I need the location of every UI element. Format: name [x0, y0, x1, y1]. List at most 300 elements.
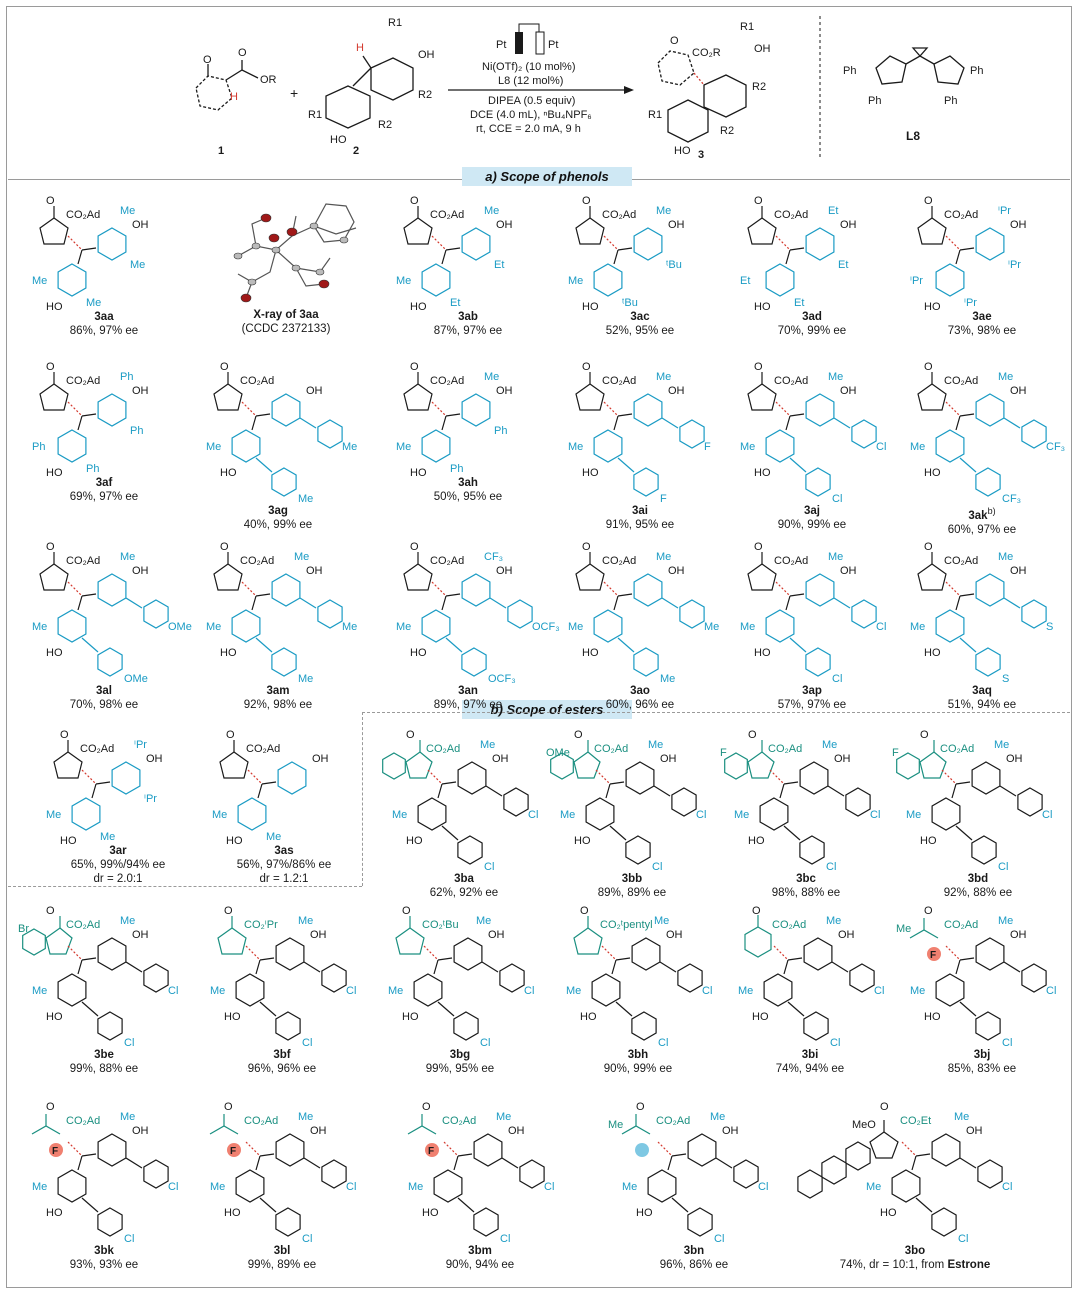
compound-3bg: [372, 898, 548, 1076]
cond-ligand: L8 (12 mol%): [498, 75, 564, 87]
ester-label: CO₂Ad: [66, 555, 101, 567]
ring-substituent: MeO: [852, 1119, 876, 1131]
right-aryl-substituent: Cl: [874, 985, 885, 997]
bottom-left-substituent: Me: [568, 621, 584, 633]
bottom-aryl-substituent: OMe: [124, 673, 148, 685]
compound-3bm: [392, 1094, 568, 1272]
oxo-label: O: [752, 905, 761, 917]
section-phenols: a) Scope of phenols: [462, 167, 632, 186]
structure-3ba: [376, 722, 552, 872]
right-aryl-substituent: Me: [704, 621, 720, 633]
bottom-ho: HO: [46, 647, 63, 659]
ester-label: CO₂Ad: [430, 555, 465, 567]
compound-3ac: [552, 188, 728, 338]
r2-r1-bot: R1: [308, 109, 323, 121]
oxo-label: O: [60, 729, 69, 741]
compound-3ad: [724, 188, 900, 338]
bottom-aryl-substituent: Me: [660, 673, 676, 685]
structure-3aq: [894, 534, 1070, 684]
yield-ee: 74%, dr = 10:1, from: [839, 1259, 948, 1271]
top-substituent: Me: [994, 739, 1010, 751]
bottom-substituent: Ph: [450, 463, 464, 475]
structure-3ai: [552, 354, 728, 504]
top-substituent: Me: [298, 915, 314, 927]
structure-3ao: [552, 534, 728, 684]
structure-3aj: [724, 354, 900, 504]
r2-ho: HO: [330, 134, 347, 146]
bottom-aryl-substituent: Cl: [830, 1037, 841, 1049]
yield-ee: 96%, 96% ee: [247, 1063, 317, 1075]
structure-3bb: [544, 722, 720, 872]
right-aryl-substituent: Cl: [876, 621, 887, 633]
right-aryl-substituent: Me: [342, 621, 358, 633]
bottom-substituent: Et: [450, 297, 461, 309]
top-substituent: Me: [120, 205, 136, 217]
bottom-left-substituent: Me: [738, 985, 754, 997]
compound-id: 3af: [95, 477, 113, 489]
oxo-label: O: [406, 729, 415, 741]
reactant-1-label: 1: [218, 145, 225, 157]
structure-3bi: [722, 898, 898, 1048]
p-r1: R1: [740, 21, 755, 33]
yield-ee: 40%, 99% ee: [243, 519, 313, 531]
bottom-aryl-substituent: CF₃: [1002, 493, 1022, 505]
bottom-left-substituent: Me: [622, 1181, 638, 1193]
bottom-left-substituent: Me: [568, 441, 584, 453]
phenol-oh: OH: [132, 929, 149, 941]
bottom-left-substituent: Me: [32, 1181, 48, 1193]
bottom-ho: HO: [220, 647, 237, 659]
bottom-left-substituent: Me: [210, 1181, 226, 1193]
compound-id: $3ak^{b)}$: [968, 506, 996, 522]
oxo-label: O: [754, 541, 763, 553]
p-oh: OH: [754, 43, 771, 55]
bottom-left-substituent: Me: [740, 441, 756, 453]
structure-3bf: [194, 898, 370, 1048]
bottom-ho: HO: [60, 835, 77, 847]
right-aryl-substituent: Cl: [1042, 809, 1053, 821]
bottom-left-substituent: Me: [866, 1181, 882, 1193]
structure-3aa: [16, 188, 192, 313]
bottom-ho: HO: [410, 467, 427, 479]
oxo-label: O: [46, 541, 55, 553]
top-substituent: ⁱPr: [134, 739, 147, 751]
bottom-aryl-substituent: Me: [298, 493, 314, 505]
yield-ee: 93%, 93% ee: [69, 1259, 139, 1271]
compound-id: 3aa: [94, 311, 114, 323]
phenol-oh: OH: [132, 565, 149, 577]
bottom-ho: HO: [410, 301, 427, 313]
phenol-oh: OH: [668, 565, 685, 577]
phenol-oh: OH: [1006, 753, 1023, 765]
ester-label: CO₂ᵗBu: [422, 919, 459, 931]
bottom-left-substituent: Me: [568, 275, 584, 287]
bottom-ho: HO: [924, 647, 941, 659]
bottom-left-substituent: Me: [910, 621, 926, 633]
ring-substituent: F: [892, 747, 899, 759]
phenol-oh: OH: [312, 753, 329, 765]
top-substituent: Ph: [120, 371, 134, 383]
r2-r1-top: R1: [388, 17, 403, 29]
yield-ee: 60%, 97% ee: [947, 523, 1017, 536]
structure-3bm: [392, 1094, 568, 1244]
yield-ee: 73%, 98% ee: [947, 325, 1017, 337]
right-substituent: Me: [130, 259, 146, 271]
r2-r2-top: R2: [418, 89, 433, 101]
phenol-oh: OH: [840, 219, 857, 231]
compound-3an: [380, 534, 560, 712]
bottom-ho: HO: [220, 467, 237, 479]
ester-label: CO₂Ad: [240, 375, 275, 387]
p-ester: CO₂R: [692, 47, 721, 59]
phenol-oh: OH: [966, 1125, 983, 1137]
bottom-ho: HO: [46, 301, 63, 313]
top-substituent: Me: [826, 915, 842, 927]
ligand-ph-1: Ph: [843, 65, 857, 77]
compound-3ab: [380, 188, 556, 338]
compound-id: 3bg: [449, 1049, 471, 1061]
bottom-left-substituent: Me: [734, 809, 750, 821]
compound-3as: [196, 722, 372, 886]
yield-ee: 90%, 94% ee: [445, 1259, 515, 1271]
bottom-aryl-substituent: Cl: [832, 493, 843, 505]
right-aryl-substituent: F: [704, 441, 711, 453]
bottom-ho: HO: [748, 835, 765, 847]
compound-id: 3as: [274, 845, 294, 857]
oxo-label: O: [46, 1101, 55, 1113]
yield-ee: 51%, 94% ee: [947, 699, 1017, 711]
compound-3ar: [30, 722, 206, 886]
bottom-aryl-substituent: Cl: [714, 1233, 725, 1245]
r2-h: H: [356, 42, 364, 54]
yield-ee: 86%, 97% ee: [69, 325, 139, 337]
structure-3ad: [724, 188, 900, 313]
phenol-oh: OH: [496, 565, 513, 577]
compound-id: 3bc: [796, 873, 816, 885]
compound-3af: [16, 354, 192, 504]
phenol-oh: OH: [496, 219, 513, 231]
ester-label: CO₂Ad: [656, 1115, 691, 1127]
structure-3bd: [890, 722, 1066, 872]
compound-3al: [16, 534, 192, 712]
compound-3am: [190, 534, 366, 712]
bottom-left-substituent: Me: [32, 275, 48, 287]
bottom-aryl-substituent: Cl: [826, 861, 837, 873]
bottom-aryl-substituent: Cl: [124, 1233, 135, 1245]
ring-substituent: Me: [608, 1119, 624, 1131]
reactant-2-label: 2: [353, 145, 360, 157]
phenol-oh: OH: [838, 929, 855, 941]
compound-id: 3bo: [904, 1245, 926, 1257]
structure-3bk: [16, 1094, 192, 1244]
oxo-label: O: [636, 1101, 645, 1113]
top-substituent: Me: [476, 915, 492, 927]
phenol-oh: OH: [306, 385, 323, 397]
yield-ee: 70%, 98% ee: [69, 699, 139, 711]
oxo-label: O: [220, 541, 229, 553]
right-substituent: ⁱPr: [144, 793, 157, 805]
compound-id: 3ar: [109, 845, 127, 857]
bottom-ho: HO: [754, 647, 771, 659]
right-substituent: Et: [838, 259, 849, 271]
compound-id: 3bn: [683, 1245, 705, 1257]
compound-id: 3bj: [973, 1049, 991, 1061]
oxo-label: O: [46, 195, 55, 207]
structure-3bj: [894, 898, 1070, 1048]
right-aryl-substituent: Cl: [544, 1181, 555, 1193]
oxo-label: O: [574, 729, 583, 741]
bottom-left-substituent: Me: [396, 441, 412, 453]
ligand-ph-2: Ph: [868, 95, 882, 107]
right-substituent: ᵗBu: [666, 259, 682, 271]
r1-or: OR: [260, 74, 277, 86]
top-substituent: Me: [998, 551, 1014, 563]
oxo-label: O: [46, 905, 55, 917]
compound-3bk: [16, 1094, 192, 1272]
bottom-ho: HO: [582, 467, 599, 479]
bottom-left-substituent: Me: [212, 809, 228, 821]
right-aryl-substituent: Cl: [528, 809, 539, 821]
top-substituent: Me: [120, 1111, 136, 1123]
oxo-label: O: [924, 195, 933, 207]
right-aryl-substituent: Cl: [168, 985, 179, 997]
bottom-ho: HO: [880, 1207, 897, 1219]
top-substituent: Me: [484, 205, 500, 217]
compound-3aa: [16, 188, 192, 338]
yield-ee: 57%, 97% ee: [777, 699, 847, 711]
bottom-aryl-substituent: Cl: [658, 1037, 669, 1049]
structure-3ab: [380, 188, 556, 313]
ester-label: CO₂Ad: [944, 919, 979, 931]
ester-label: CO₂Et: [900, 1115, 932, 1127]
r1-oxo: O: [203, 54, 212, 66]
top-substituent: Me: [294, 551, 310, 563]
ester-label: CO₂Ad: [430, 209, 465, 221]
bottom-left-substituent: Me: [910, 985, 926, 997]
bottom-substituent: Me: [266, 831, 282, 843]
bottom-left-substituent: Me: [906, 809, 922, 821]
bottom-ho: HO: [226, 835, 243, 847]
compound-id: 3bb: [621, 873, 643, 885]
phenol-oh: OH: [132, 385, 149, 397]
oxo-label: O: [754, 361, 763, 373]
bottom-left-substituent: Me: [396, 275, 412, 287]
top-substituent: ⁱPr: [998, 205, 1011, 217]
plus-sign: +: [290, 85, 299, 101]
ring-substituent: F: [720, 747, 727, 759]
ester-label: CO₂Ad: [240, 555, 275, 567]
bottom-ho: HO: [582, 301, 599, 313]
bottom-ho: HO: [924, 1011, 941, 1023]
compound-id: 3ao: [630, 685, 650, 697]
phenol-oh: OH: [488, 929, 505, 941]
bottom-aryl-substituent: Cl: [484, 861, 495, 873]
compound-3be: [16, 898, 192, 1076]
top-substituent: Me: [656, 205, 672, 217]
top-substituent: Me: [648, 739, 664, 751]
phenol-oh: OH: [496, 385, 513, 397]
structure-3al: [16, 534, 192, 684]
phenol-oh: OH: [840, 565, 857, 577]
right-aryl-substituent: Cl: [524, 985, 535, 997]
top-substituent: CF₃: [484, 551, 504, 563]
phenol-oh: OH: [492, 753, 509, 765]
bottom-aryl-substituent: Cl: [480, 1037, 491, 1049]
compound-3ap: [724, 534, 900, 712]
yield-ee: 89%, 89% ee: [597, 887, 667, 899]
ester-label: CO₂Ad: [66, 1115, 101, 1127]
bottom-left-substituent: Me: [388, 985, 404, 997]
phenol-oh: OH: [306, 565, 323, 577]
ester-label: CO₂Ad: [940, 743, 975, 755]
compound-id: 3ag: [268, 505, 288, 517]
structure-3ae: [894, 188, 1070, 313]
yield-ee: 70%, 99% ee: [777, 325, 847, 337]
yield-ee: 91%, 95% ee: [605, 519, 675, 531]
top-substituent: Me: [822, 739, 838, 751]
ester-label: CO₂Ad: [244, 1115, 279, 1127]
bottom-ho: HO: [406, 835, 423, 847]
r1-ester-o: O: [238, 47, 247, 59]
compound-id: 3ap: [802, 685, 822, 697]
bottom-ho: HO: [636, 1207, 653, 1219]
fluoro-label: F: [428, 1146, 435, 1157]
ester-label: CO₂Ad: [944, 375, 979, 387]
yield-ee: 89%, 97% ee: [433, 699, 503, 711]
top-substituent: Me: [954, 1111, 970, 1123]
yield-ee: 74%, 94% ee: [775, 1063, 845, 1075]
bottom-ho: HO: [920, 835, 937, 847]
fluoro-label: F: [52, 1146, 59, 1157]
top-substituent: Me: [710, 1111, 726, 1123]
top-substituent: Me: [298, 1111, 314, 1123]
yield-ee: 90%, 99% ee: [777, 519, 847, 531]
compound-id: 3ah: [458, 477, 478, 489]
ring-substituent: Br: [18, 923, 29, 935]
ester-label: CO₂Ad: [426, 743, 461, 755]
compound-id: 3bf: [273, 1049, 291, 1061]
product-label: 3: [698, 149, 705, 161]
oxo-label: O: [224, 1101, 233, 1113]
oxo-label: O: [410, 195, 419, 207]
right-substituent: Et: [494, 259, 505, 271]
compound-id: 3bm: [468, 1245, 492, 1257]
ester-label: CO₂Ad: [768, 743, 803, 755]
bottom-ho: HO: [224, 1207, 241, 1219]
compound-3bh: [550, 898, 726, 1076]
bottom-ho: HO: [582, 647, 599, 659]
p-r2: R2: [752, 81, 767, 93]
yield-ee: 69%, 97% ee: [69, 491, 139, 503]
bottom-substituent: Et: [794, 297, 805, 309]
ester-label: CO₂Ad: [944, 209, 979, 221]
compound-id: 3aq: [972, 685, 992, 697]
compound-3aq: [894, 534, 1070, 712]
ring-substituent: OMe: [546, 747, 570, 759]
p-oxo: O: [670, 35, 679, 47]
ligand-ph-4: Ph: [944, 95, 958, 107]
compound-id: 3bl: [273, 1245, 291, 1257]
oxo-label: O: [880, 1101, 889, 1113]
right-aryl-substituent: Cl: [1046, 985, 1057, 997]
right-aryl-substituent: Cl: [702, 985, 713, 997]
bottom-left-substituent: Me: [408, 1181, 424, 1193]
diastereomeric-ratio: dr = 1.2:1: [259, 873, 309, 885]
structure-3bg: [372, 898, 548, 1048]
bottom-left-substituent: Me: [910, 441, 926, 453]
right-aryl-substituent: Cl: [346, 985, 357, 997]
bottom-left-substituent: Et: [740, 275, 751, 287]
bottom-ho: HO: [574, 835, 591, 847]
bottom-aryl-substituent: Cl: [500, 1233, 511, 1245]
cond-solvent: DCE (4.0 mL), ⁿBu₄NPF₆: [470, 109, 592, 121]
yield-ee: 62%, 92% ee: [429, 887, 499, 899]
bottom-aryl-substituent: Cl: [302, 1233, 313, 1245]
yield-ee: 60%, 96% ee: [605, 699, 675, 711]
ester-label: CO₂Ad: [602, 209, 637, 221]
bottom-left-substituent: Me: [46, 809, 62, 821]
structure-3bn: [606, 1094, 782, 1244]
structure-3ap: [724, 534, 900, 684]
bottom-ho: HO: [46, 1207, 63, 1219]
phenol-oh: OH: [668, 385, 685, 397]
yield-ee: 99%, 88% ee: [69, 1063, 139, 1075]
compound-3ag: [190, 354, 366, 532]
ester-label: CO₂Ad: [772, 919, 807, 931]
bottom-substituent: ᵗBu: [622, 297, 638, 309]
oxo-label: O: [924, 541, 933, 553]
yield-ee: 65%, 99%/94% ee: [70, 859, 166, 871]
ester-label: CO₂Ad: [774, 375, 809, 387]
fluoro-label: F: [230, 1146, 237, 1157]
right-aryl-substituent: Me: [342, 441, 358, 453]
bottom-ho: HO: [46, 1011, 63, 1023]
structure-3af: [16, 354, 192, 479]
bottom-left-substituent: Me: [740, 621, 756, 633]
phenol-oh: OH: [132, 219, 149, 231]
phenol-oh: OH: [310, 1125, 327, 1137]
oxo-label: O: [226, 729, 235, 741]
compound-3bn: [606, 1094, 782, 1272]
bottom-substituent: Me: [86, 297, 102, 309]
ester-label: CO₂Ad: [66, 375, 101, 387]
oxo-label: O: [580, 905, 589, 917]
bottom-left-substituent: ⁱPr: [910, 275, 923, 287]
ester-label: CO₂Ad: [602, 555, 637, 567]
bottom-aryl-substituent: Cl: [652, 861, 663, 873]
r2-r2-bot: R2: [378, 119, 393, 131]
top-substituent: Me: [120, 551, 136, 563]
compound-id: 3bk: [94, 1245, 114, 1257]
bottom-left-substituent: Me: [32, 985, 48, 997]
yield-ee: 56%, 97%/86% ee: [236, 859, 332, 871]
right-substituent: ⁱPr: [1008, 259, 1021, 271]
compound-3bb: [544, 722, 720, 900]
oxo-label: O: [924, 361, 933, 373]
xray-panel: [198, 186, 374, 336]
ester-label: CO₂Ad: [246, 743, 281, 755]
cond-base: DIPEA (0.5 equiv): [488, 95, 576, 107]
compound-id: 3ai: [632, 505, 648, 517]
top-substituent: Me: [998, 915, 1014, 927]
bottom-left-substituent: Me: [560, 809, 576, 821]
compound-id: 3ae: [972, 311, 992, 323]
bottom-aryl-substituent: OCF₃: [488, 673, 516, 685]
compound-3bo: [800, 1094, 1030, 1272]
right-aryl-substituent: Cl: [346, 1181, 357, 1193]
ester-label: CO₂Ad: [66, 919, 101, 931]
yield-ee: 90%, 99% ee: [603, 1063, 673, 1075]
